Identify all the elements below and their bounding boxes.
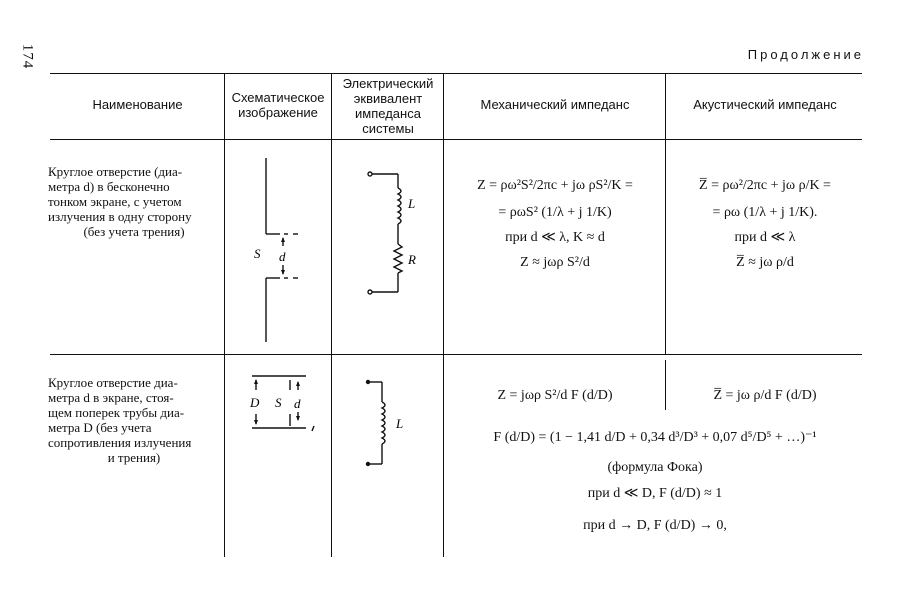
row1-schematic-d-label: d bbox=[279, 249, 286, 264]
row2-electric-diagram bbox=[360, 372, 430, 472]
row1-acoustic-line: Z̅ = ρω²/2πc + jω ρ/K = bbox=[699, 178, 831, 193]
column-divider-4b bbox=[665, 360, 666, 410]
row2-fock-label: (формула Фока) bbox=[607, 460, 703, 475]
row2-limit-1: при d ≪ D, F (d/D) ≈ 1 bbox=[587, 486, 723, 501]
row1-schematic-s-label: S bbox=[254, 246, 261, 261]
column-divider-4 bbox=[665, 73, 666, 354]
row1-mechanical bbox=[448, 176, 662, 272]
continuation-label: Продолжение bbox=[747, 47, 864, 62]
column-divider-3 bbox=[443, 73, 444, 557]
header-electric: Электрический эквивалент импеданса системы bbox=[342, 76, 434, 136]
row1-name-line: метра d) в бесконечно bbox=[48, 179, 170, 194]
row2-limit-2: при d → D, F (d/D) → 0, bbox=[583, 518, 727, 533]
page-number: 174 bbox=[19, 43, 36, 70]
row1-acoustic bbox=[670, 176, 860, 272]
header-schematic: Схематическое изображение bbox=[231, 90, 325, 120]
row1-electric-r-label: R bbox=[408, 252, 416, 267]
row1-name-line: (без учета трения) bbox=[83, 224, 185, 239]
row2-schematic-s-label: S bbox=[275, 395, 282, 410]
row1-schematic-diagram bbox=[240, 150, 320, 350]
row2-acoustic: Z̅ = jω ρ/d F (d/D) bbox=[713, 388, 817, 403]
row-divider-rule bbox=[50, 354, 862, 355]
row1-acoustic-line: при d ≪ λ bbox=[734, 230, 796, 245]
row2-name-line: метра D (без учета bbox=[48, 420, 152, 435]
row1-acoustic-line: = ρω (1/λ + j 1/K). bbox=[712, 205, 818, 220]
row1-mechanical-line: Z = ρω²S²/2πc + jω ρS²/K = bbox=[477, 178, 633, 193]
row2-name-line: метра d в экране, стоя- bbox=[48, 390, 174, 405]
row2-electric-l-label: L bbox=[396, 416, 404, 431]
row1-mechanical-line: = ρωS² (1/λ + j 1/K) bbox=[498, 205, 612, 220]
row2-fock-formula: F (d/D) = (1 − 1,41 d/D + 0,34 d³/D³ + 0,07 d⁵/D⁵ + …)⁻¹ bbox=[493, 430, 817, 445]
row1-name-line: тонком экране, с учетом bbox=[48, 194, 182, 209]
row1-mechanical-line: Z ≈ jωρ S²/d bbox=[520, 255, 590, 270]
row2-name-line: и трения) bbox=[107, 450, 161, 465]
header-acoustic: Акустический импеданс bbox=[693, 97, 837, 112]
row2-name-line: сопротивления излучения bbox=[48, 435, 192, 450]
header-name: Наименование bbox=[92, 97, 183, 112]
header-bottom-rule bbox=[50, 139, 862, 140]
row2-name-line: щем поперек трубы диа- bbox=[48, 405, 185, 420]
row2-schematic-D-label: D bbox=[250, 395, 260, 410]
row1-electric-l-label: L bbox=[408, 196, 416, 211]
row2-schematic-d-label: d bbox=[294, 396, 301, 411]
row1-name-line: излучения в одну сторону bbox=[48, 209, 192, 224]
column-divider-2 bbox=[331, 73, 332, 557]
row1-acoustic-line: Z̅ ≈ jω ρ/d bbox=[736, 255, 794, 270]
row2-schematic-diagram bbox=[240, 368, 325, 438]
row1-name-line: Круглое отверстие (диа- bbox=[48, 164, 183, 179]
column-divider-1 bbox=[224, 73, 225, 557]
row2-name-line: Круглое отверстие диа- bbox=[48, 375, 178, 390]
row2-name bbox=[48, 375, 220, 465]
row1-mechanical-line: при d ≪ λ, K ≈ d bbox=[505, 230, 605, 245]
row2-mechanical: Z = jωρ S²/d F (d/D) bbox=[497, 388, 613, 403]
row1-name bbox=[48, 164, 220, 239]
row1-electric-diagram bbox=[360, 160, 430, 310]
table-top-rule bbox=[50, 73, 862, 74]
header-mechanical: Механический импеданс bbox=[480, 97, 630, 112]
